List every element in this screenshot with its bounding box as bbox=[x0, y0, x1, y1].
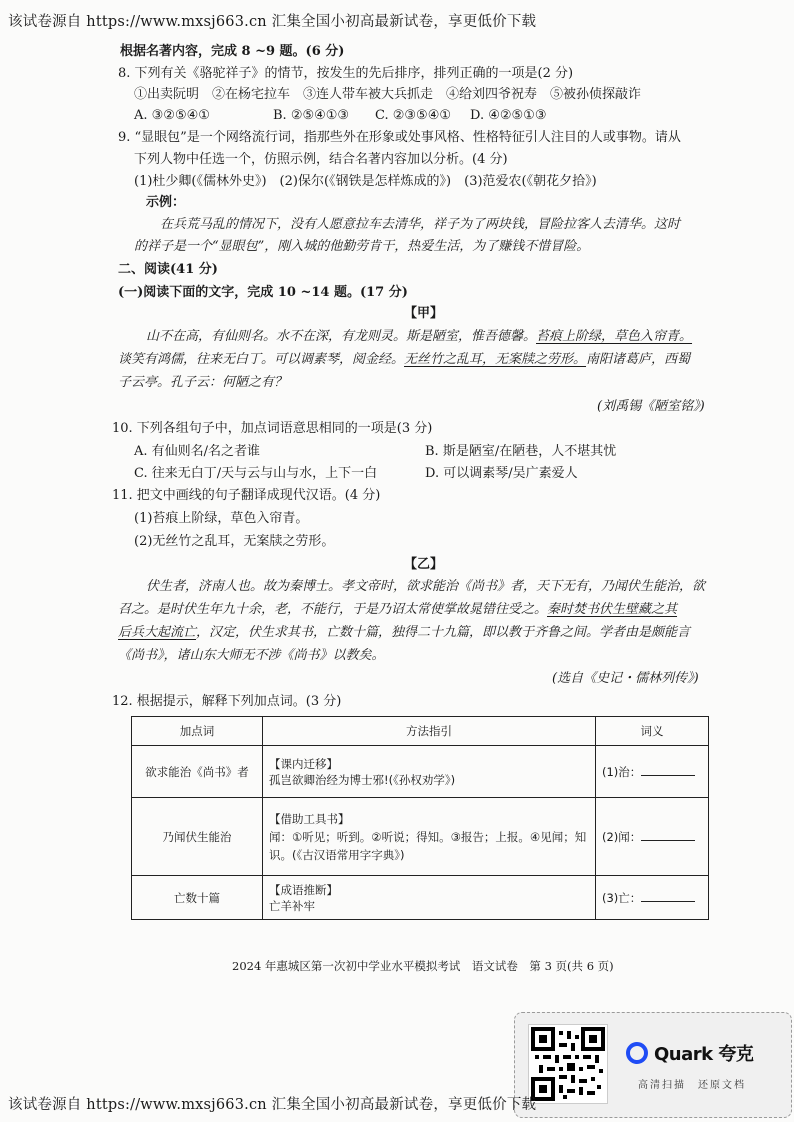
passage-yi-line4: 《尚书》，诸山东大师无不涉《尚书》以教矣。 bbox=[118, 648, 385, 663]
q8-stem: 8. 下列有关《骆驼祥子》的情节，按发生的先后排序，排列正确的一项是(2 分) bbox=[118, 66, 574, 81]
q11-item1: (1)苔痕上阶绿，草色入帘青。 bbox=[134, 511, 309, 526]
q8-option-c: C. ②③⑤④① bbox=[375, 108, 452, 123]
quark-tagline: 高清扫描 还原文档 bbox=[638, 1080, 746, 1091]
reading-subheading: (一)阅读下面的文字，完成 10 ~14 题。(17 分) bbox=[118, 285, 408, 300]
quark-q-icon bbox=[626, 1042, 648, 1064]
method-title: 【借助工具书】 bbox=[269, 811, 350, 826]
q10-option-a: A. 有仙则名/名之者谁 bbox=[134, 444, 261, 459]
q9-example-label: 示例： bbox=[146, 195, 186, 210]
meaning-label: (3)亡： bbox=[602, 891, 642, 905]
jia-line2-tail: 南阳诸葛庐，西蜀 bbox=[586, 352, 691, 367]
source-watermark-top: 该试卷源自 https://www.mxsj663.cn 汇集全国小初高最新试卷，享更低价下载 bbox=[8, 14, 537, 30]
jia-underlined-sentence-2: 无丝竹之乱耳，无案牍之劳形。 bbox=[404, 352, 587, 367]
table-cell-method bbox=[263, 746, 596, 798]
passage-jia-line1 bbox=[146, 328, 692, 346]
reading-heading: 二、阅读(41 分) bbox=[118, 262, 218, 277]
answer-blank[interactable] bbox=[641, 828, 695, 841]
table-cell-method bbox=[263, 798, 596, 876]
table-cell-word: 欲求能治《尚书》者 bbox=[132, 746, 263, 798]
passage-yi-title: 【乙】 bbox=[404, 557, 444, 572]
jia-line2-text: 谈笑有鸿儒，往来无白丁。可以调素琴，阅金经。 bbox=[118, 352, 405, 367]
source-watermark-bottom: 该试卷源自 https://www.mxsj663.cn 汇集全国小初高最新试卷，享更低价下载 bbox=[8, 1097, 537, 1113]
table-cell-meaning bbox=[596, 746, 709, 798]
meaning-label: (2)闻： bbox=[602, 830, 642, 844]
q8-events: ①出卖阮明 ②在杨宅拉车 ③连人带车被大兵抓走 ④给刘四爷祝寿 ⑤被孙侦探敲诈 bbox=[134, 87, 642, 102]
q10-option-c: C. 往来无白丁/天与云与山与水，上下一白 bbox=[134, 466, 378, 481]
meaning-label: (1)治： bbox=[602, 765, 642, 779]
page-footer: 2024 年惠城区第一次初中学业水平模拟考试 语文试卷 第 3 页(共 6 页) bbox=[232, 959, 614, 973]
table-row bbox=[132, 798, 709, 876]
passage-jia-source: (刘禹锡《陋室铭》) bbox=[597, 399, 705, 414]
q9-example-line2: 的祥子是一个“显眼包”，刚入城的他勤劳肯干，热爱生活，为了赚钱不惜冒险。 bbox=[134, 239, 590, 254]
table-cell-word: 乃闻伏生能治 bbox=[132, 798, 263, 876]
qr-code-icon bbox=[528, 1024, 608, 1104]
q11-item2: (2)无丝竹之乱耳，无案牍之劳形。 bbox=[134, 534, 335, 549]
q9-stem-line1: 9. “显眼包”是一个网络流行词，指那些外在形象或处事风格、性格特征引人注目的人或事物。请从 bbox=[118, 130, 681, 145]
yi-line2-text: 召之。是时伏生年九十余，老，不能行，于是乃诏太常使掌故晁错往受之。 bbox=[118, 602, 548, 617]
method-body: 亡羊补牢 bbox=[269, 898, 315, 913]
q10-option-b: B. 斯是陋室/在陋巷，人不堪其忧 bbox=[425, 444, 617, 459]
quark-logo bbox=[626, 1040, 753, 1066]
quark-brand: Quark 夸克 bbox=[654, 1044, 754, 1065]
method-title: 【成语推断】 bbox=[269, 882, 338, 897]
q9-stem-line2: 下列人物中任选一个，仿照示例，结合名著内容加以分析。(4 分) bbox=[134, 152, 508, 167]
passage-yi-line2 bbox=[118, 601, 677, 619]
table-cell-meaning bbox=[596, 798, 709, 876]
passage-jia-line3: 子云亭。孔子云：何陋之有？ bbox=[118, 375, 288, 390]
q8-option-a: A. ③②⑤④① bbox=[134, 108, 210, 123]
classics-intro: 根据名著内容，完成 8 ~9 题。(6 分) bbox=[120, 44, 345, 59]
yi-underlined-sentence-part2: 后兵大起流亡 bbox=[118, 625, 197, 640]
answer-blank[interactable] bbox=[641, 763, 695, 776]
passage-yi-line3 bbox=[118, 624, 690, 642]
table-cell-word: 亡数十篇 bbox=[132, 876, 263, 920]
q10-option-d: D. 可以调素琴/吴广素爱人 bbox=[425, 466, 578, 481]
jia-underlined-sentence-1: 苔痕上阶绿，草色入帘青。 bbox=[536, 329, 693, 344]
q12-stem: 12. 根据提示，解释下列加点词。(3 分) bbox=[112, 694, 342, 709]
answer-blank[interactable] bbox=[641, 889, 695, 902]
yi-underlined-sentence-part1: 秦时焚书伏生壁藏之其 bbox=[547, 602, 678, 617]
table-cell-meaning bbox=[596, 876, 709, 920]
table-row bbox=[132, 876, 709, 920]
q9-example-line1: 在兵荒马乱的情况下，没有人愿意拉车去清华，祥子为了两块钱，冒险拉客人去清华。这时 bbox=[160, 217, 681, 232]
passage-yi-line1: 伏生者，济南人也。故为秦博士。孝文帝时，欲求能治《尚书》者，天下无有，乃闻伏生能治，欲 bbox=[146, 579, 706, 594]
table-header-row bbox=[132, 717, 709, 746]
q9-choices: (1)杜少卿(《儒林外史》) (2)保尔(《钢铁是怎样炼成的》) (3)范爱农(《朝花夕拾》) bbox=[134, 174, 597, 189]
table-header-word: 加点词 bbox=[132, 717, 263, 746]
q12-table bbox=[131, 716, 709, 920]
q8-option-b: B. ②⑤④①③ bbox=[273, 108, 350, 123]
qr-code-graphic bbox=[529, 1025, 607, 1103]
jia-line1-text: 山不在高，有仙则名。水不在深，有龙则灵。斯是陋室，惟吾德馨。 bbox=[146, 329, 537, 344]
table-header-method: 方法指引 bbox=[263, 717, 596, 746]
q10-stem: 10. 下列各组句子中，加点词语意思相同的一项是(3 分) bbox=[112, 421, 433, 436]
q8-option-d: D. ④②⑤①③ bbox=[470, 108, 547, 123]
q11-stem: 11. 把文中画线的句子翻译成现代汉语。(4 分) bbox=[112, 488, 381, 503]
table-header-meaning: 词义 bbox=[596, 717, 709, 746]
table-row bbox=[132, 746, 709, 798]
passage-jia-line2 bbox=[118, 351, 690, 369]
passage-yi-source: (选自《史记・儒林列传》) bbox=[552, 671, 699, 686]
method-body: 闻：①听见；听到。②听说；得知。③报告；上报。④见闻；知识。(《古汉语常用字字典》) bbox=[269, 829, 587, 862]
table-cell-method bbox=[263, 876, 596, 920]
passage-jia-title: 【甲】 bbox=[404, 306, 444, 321]
method-body: 孤岂欲卿治经为博士邪!(《孙权劝学》) bbox=[269, 772, 456, 787]
method-title: 【课内迁移】 bbox=[269, 756, 338, 771]
yi-line3-text: ，汉定，伏生求其书，亡数十篇，独得二十九篇，即以教于齐鲁之间。学者由是颇能言 bbox=[196, 625, 691, 640]
